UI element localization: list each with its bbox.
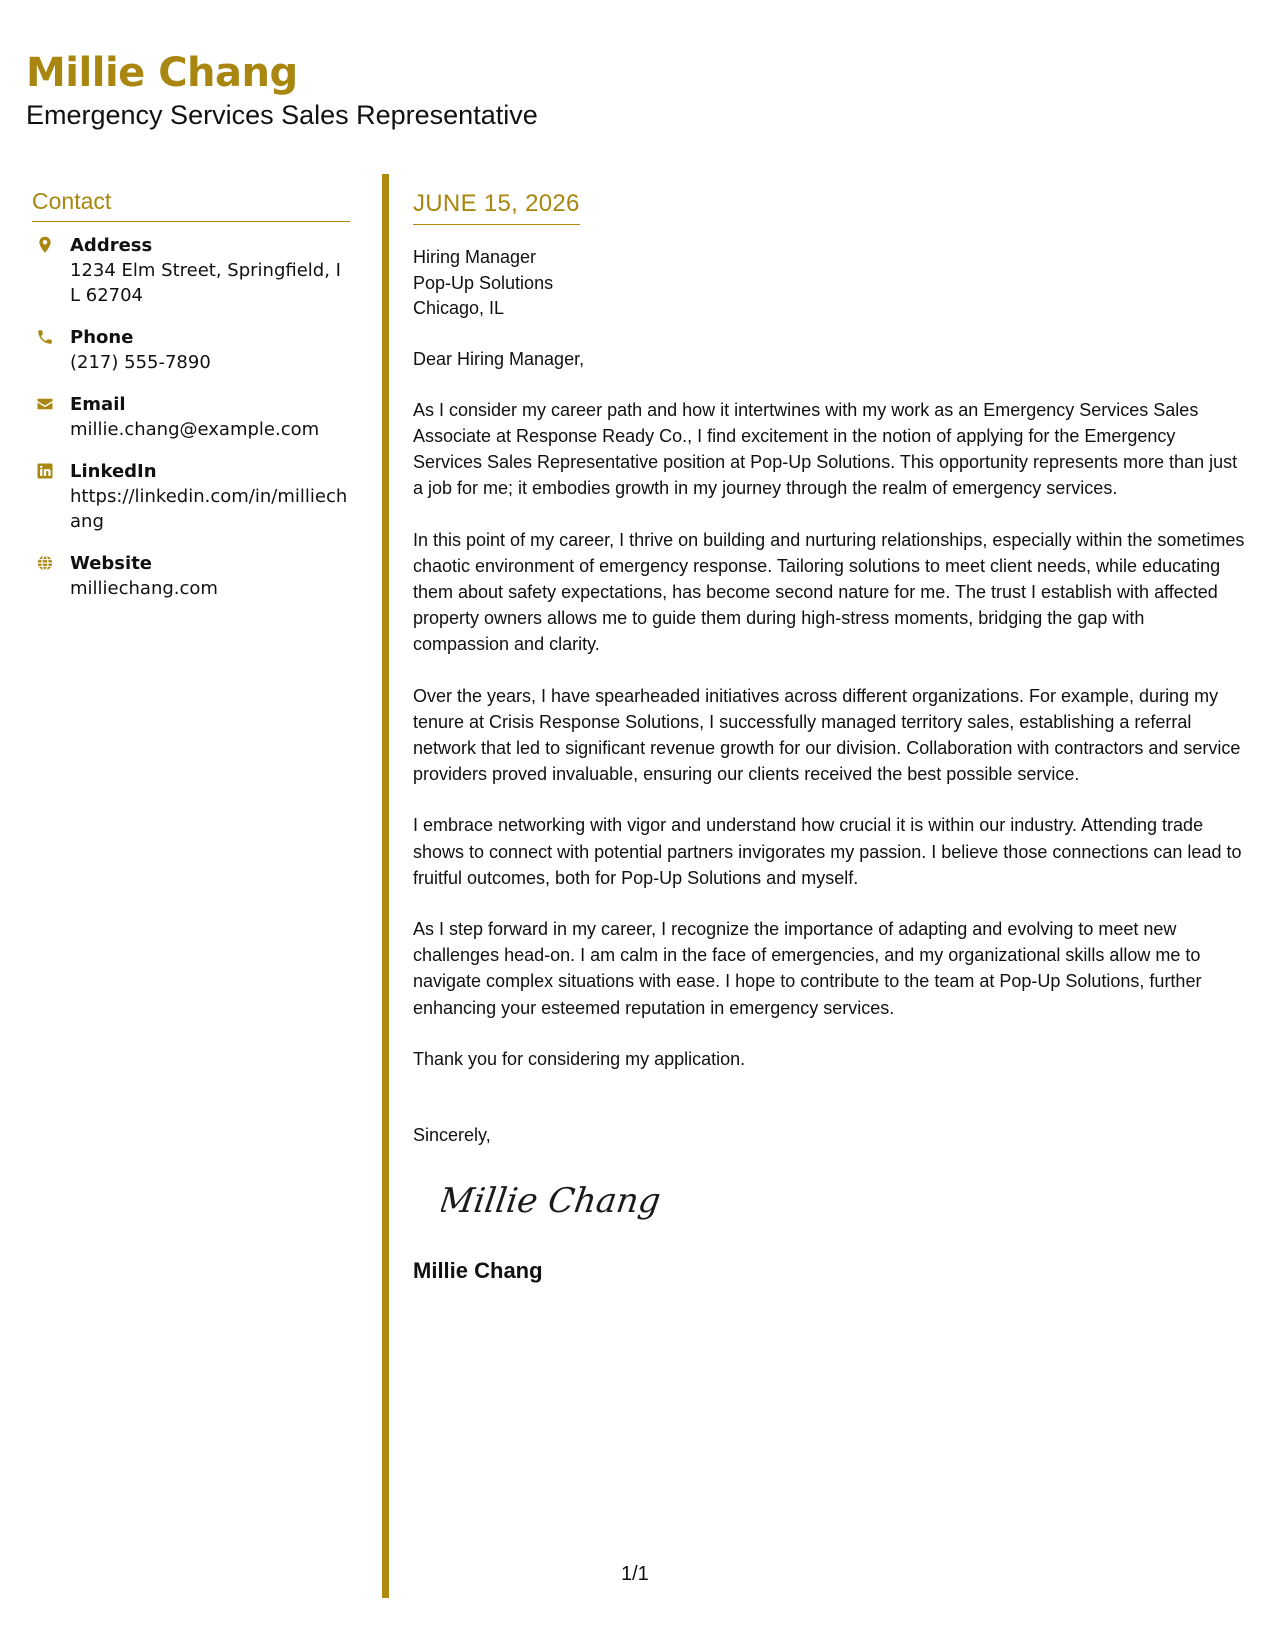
- letter-body: [413, 190, 1245, 1285]
- website-value[interactable]: milliechang.com: [70, 578, 218, 599]
- linkedin-label: LinkedIn: [70, 461, 157, 482]
- contact-sidebar: [32, 188, 350, 619]
- globe-icon: [36, 554, 54, 572]
- signature-text: Millie Chang: [441, 1181, 661, 1222]
- contact-linkedin: [32, 460, 350, 534]
- closing: Sincerely,: [413, 1124, 491, 1145]
- letter-date: JUNE 15, 2026: [413, 190, 580, 225]
- map-pin-icon: [36, 236, 54, 254]
- body-paragraph: I embrace networking with vigor and understand how crucial it is within our industry. Attending trade shows to connect with potential partners invigorates my passion. I believe those connections can lead to fruitful outcomes, both for Pop-Up Solutions and myself.: [413, 815, 1242, 888]
- recipient-line: Chicago, IL: [413, 298, 505, 318]
- recipient-line: Pop-Up Solutions: [413, 272, 554, 293]
- address-label: Address: [70, 235, 153, 256]
- email-value[interactable]: millie.chang@example.com: [70, 419, 320, 440]
- handwritten-signature: [441, 1174, 661, 1226]
- phone-value: (217) 555-7890: [70, 352, 211, 373]
- salutation: Dear Hiring Manager,: [413, 348, 585, 369]
- contact-address: [32, 234, 350, 308]
- phone-icon: [36, 328, 54, 346]
- body-paragraph: In this point of my career, I thrive on building and nurturing relationships, especially within the sometimes chaotic environment of emergency response. Tailoring solutions to meet client needs, while educating them about safety expectations, has become second nature for me. The trust I establish with affected property owners allows me to guide them during high-stress moments, bridging the gap with compassion and clarity.: [413, 529, 1245, 655]
- recipient-block: [413, 245, 1245, 322]
- body-paragraph: Thank you for considering my application.: [413, 1048, 746, 1069]
- page-number: 1/1: [621, 1563, 649, 1585]
- contact-email: [32, 393, 350, 442]
- website-label: Website: [70, 553, 153, 574]
- contact-phone: [32, 326, 350, 375]
- body-paragraph: As I consider my career path and how it intertwines with my work as an Emergency Services Sales Associate at Response Ready Co., I find excitement in the notion of applying for the Emergency Services Sales Representative position at Pop-Up Solutions. This opportunity represents more than just a job for me; it embodies growth in my journey through the realm of emergency services.: [413, 399, 1238, 499]
- address-value: 1234 Elm Street, Springfield, IL 62704: [70, 260, 341, 306]
- body-paragraph: As I step forward in my career, I recognize the importance of adapting and evolving to meet new challenges head-on. I am calm in the face of emergencies, and my organizational skills allow me to navigate complex situations with ease. I hope to contribute to the team at Pop-Up Solutions, further enhancing your esteemed reputation in emergency services.: [413, 918, 1202, 1018]
- recipient-line: Hiring Manager: [413, 247, 537, 267]
- envelope-icon: [36, 395, 54, 413]
- letter-header: [26, 48, 538, 132]
- email-label: Email: [70, 394, 126, 415]
- linkedin-icon: [36, 462, 54, 480]
- body-paragraph: Over the years, I have spearheaded initiatives across different organizations. For example, during my tenure at Crisis Response Solutions, I successfully managed territory sales, establishing a referral network that led to significant revenue growth for our division. Collaboration with contractors and service providers proved invaluable, ensuring our clients received the best possible service.: [413, 685, 1241, 785]
- phone-label: Phone: [70, 327, 134, 348]
- signed-name: Millie Chang: [413, 1258, 543, 1284]
- linkedin-value[interactable]: https://linkedin.com/in/milliechang: [70, 486, 348, 532]
- applicant-name: Millie Chang: [26, 50, 298, 96]
- vertical-divider: [382, 174, 389, 1598]
- applicant-title: Emergency Services Sales Representative: [26, 100, 538, 130]
- contact-section-title: Contact: [32, 188, 350, 222]
- contact-website: [32, 552, 350, 601]
